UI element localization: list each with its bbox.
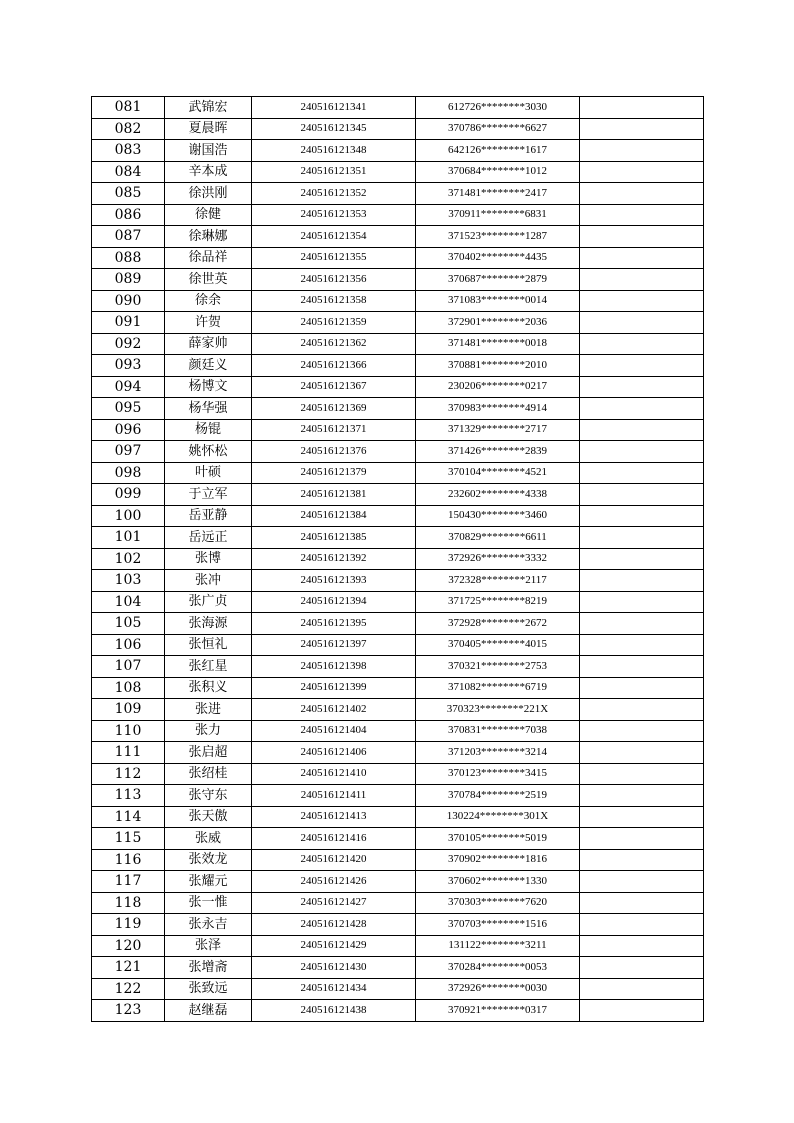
- candidate-name: 张冲: [165, 570, 252, 592]
- candidate-name: 张泽: [165, 935, 252, 957]
- exam-number: 240516121354: [252, 226, 416, 248]
- candidate-name: 张天傲: [165, 806, 252, 828]
- table-row: [92, 699, 704, 721]
- exam-number: 240516121426: [252, 871, 416, 893]
- table-row: [92, 935, 704, 957]
- remarks-cell: [580, 204, 704, 226]
- id-number: 372926********3332: [416, 548, 580, 570]
- row-number: 093: [92, 355, 165, 377]
- id-number: 371725********8219: [416, 591, 580, 613]
- id-number: 370303********7620: [416, 892, 580, 914]
- exam-number: 240516121351: [252, 161, 416, 183]
- remarks-cell: [580, 570, 704, 592]
- table-row: [92, 247, 704, 269]
- candidate-name: 张红星: [165, 656, 252, 678]
- remarks-cell: [580, 828, 704, 850]
- table-row: [92, 398, 704, 420]
- row-number: 084: [92, 161, 165, 183]
- id-number: 372328********2117: [416, 570, 580, 592]
- candidate-name: 杨锟: [165, 419, 252, 441]
- remarks-cell: [580, 978, 704, 1000]
- id-number: 642126********1617: [416, 140, 580, 162]
- exam-number: 240516121434: [252, 978, 416, 1000]
- remarks-cell: [580, 742, 704, 764]
- row-number: 094: [92, 376, 165, 398]
- id-number: 150430********3460: [416, 505, 580, 527]
- row-number: 108: [92, 677, 165, 699]
- remarks-cell: [580, 419, 704, 441]
- candidate-name: 夏晨晖: [165, 118, 252, 140]
- roster-table: [91, 96, 704, 1022]
- row-number: 107: [92, 656, 165, 678]
- exam-number: 240516121353: [252, 204, 416, 226]
- candidate-name: 张积义: [165, 677, 252, 699]
- row-number: 088: [92, 247, 165, 269]
- remarks-cell: [580, 312, 704, 334]
- exam-number: 240516121381: [252, 484, 416, 506]
- candidate-name: 张增斋: [165, 957, 252, 979]
- row-number: 118: [92, 892, 165, 914]
- row-number: 099: [92, 484, 165, 506]
- remarks-cell: [580, 527, 704, 549]
- remarks-cell: [580, 892, 704, 914]
- candidate-name: 张广贞: [165, 591, 252, 613]
- table-row: [92, 892, 704, 914]
- remarks-cell: [580, 634, 704, 656]
- remarks-cell: [580, 849, 704, 871]
- table-row: [92, 312, 704, 334]
- id-number: 230206********0217: [416, 376, 580, 398]
- remarks-cell: [580, 140, 704, 162]
- row-number: 086: [92, 204, 165, 226]
- table-row: [92, 720, 704, 742]
- id-number: 371481********2417: [416, 183, 580, 205]
- remarks-cell: [580, 656, 704, 678]
- remarks-cell: [580, 398, 704, 420]
- candidate-name: 岳亚静: [165, 505, 252, 527]
- remarks-cell: [580, 957, 704, 979]
- row-number: 089: [92, 269, 165, 291]
- row-number: 104: [92, 591, 165, 613]
- id-number: 370911********6831: [416, 204, 580, 226]
- remarks-cell: [580, 333, 704, 355]
- exam-number: 240516121393: [252, 570, 416, 592]
- row-number: 098: [92, 462, 165, 484]
- remarks-cell: [580, 591, 704, 613]
- id-number: 370323********221X: [416, 699, 580, 721]
- remarks-cell: [580, 290, 704, 312]
- candidate-name: 赵继磊: [165, 1000, 252, 1022]
- id-number: 371481********0018: [416, 333, 580, 355]
- id-number: 370829********6611: [416, 527, 580, 549]
- exam-number: 240516121359: [252, 312, 416, 334]
- exam-number: 240516121394: [252, 591, 416, 613]
- candidate-name: 于立军: [165, 484, 252, 506]
- id-number: 131122********3211: [416, 935, 580, 957]
- table-row: [92, 140, 704, 162]
- exam-number: 240516121420: [252, 849, 416, 871]
- row-number: 114: [92, 806, 165, 828]
- row-number: 097: [92, 441, 165, 463]
- candidate-name: 颜廷义: [165, 355, 252, 377]
- row-number: 109: [92, 699, 165, 721]
- remarks-cell: [580, 183, 704, 205]
- table-row: [92, 183, 704, 205]
- exam-number: 240516121398: [252, 656, 416, 678]
- exam-number: 240516121355: [252, 247, 416, 269]
- table-row: [92, 118, 704, 140]
- table-row: [92, 570, 704, 592]
- id-number: 232602********4338: [416, 484, 580, 506]
- exam-number: 240516121429: [252, 935, 416, 957]
- row-number: 101: [92, 527, 165, 549]
- row-number: 083: [92, 140, 165, 162]
- candidate-name: 徐世英: [165, 269, 252, 291]
- candidate-name: 许贺: [165, 312, 252, 334]
- exam-number: 240516121406: [252, 742, 416, 764]
- exam-number: 240516121395: [252, 613, 416, 635]
- id-number: 370402********4435: [416, 247, 580, 269]
- row-number: 102: [92, 548, 165, 570]
- candidate-name: 薛家帅: [165, 333, 252, 355]
- exam-number: 240516121416: [252, 828, 416, 850]
- id-number: 370321********2753: [416, 656, 580, 678]
- candidate-name: 武锦宏: [165, 97, 252, 119]
- exam-number: 240516121379: [252, 462, 416, 484]
- remarks-cell: [580, 914, 704, 936]
- candidate-name: 谢国浩: [165, 140, 252, 162]
- id-number: 370703********1516: [416, 914, 580, 936]
- remarks-cell: [580, 785, 704, 807]
- table-row: [92, 204, 704, 226]
- candidate-name: 徐品祥: [165, 247, 252, 269]
- id-number: 370104********4521: [416, 462, 580, 484]
- id-number: 370602********1330: [416, 871, 580, 893]
- id-number: 371523********1287: [416, 226, 580, 248]
- remarks-cell: [580, 1000, 704, 1022]
- id-number: 370784********2519: [416, 785, 580, 807]
- exam-number: 240516121397: [252, 634, 416, 656]
- exam-number: 240516121402: [252, 699, 416, 721]
- row-number: 123: [92, 1000, 165, 1022]
- roster-table-body: [92, 97, 704, 1022]
- remarks-cell: [580, 505, 704, 527]
- row-number: 100: [92, 505, 165, 527]
- exam-number: 240516121369: [252, 398, 416, 420]
- remarks-cell: [580, 613, 704, 635]
- id-number: 370284********0053: [416, 957, 580, 979]
- row-number: 105: [92, 613, 165, 635]
- table-row: [92, 527, 704, 549]
- id-number: 370983********4914: [416, 398, 580, 420]
- remarks-cell: [580, 720, 704, 742]
- id-number: 370786********6627: [416, 118, 580, 140]
- row-number: 087: [92, 226, 165, 248]
- remarks-cell: [580, 548, 704, 570]
- table-row: [92, 677, 704, 699]
- table-row: [92, 742, 704, 764]
- remarks-cell: [580, 226, 704, 248]
- table-row: [92, 484, 704, 506]
- candidate-name: 徐余: [165, 290, 252, 312]
- table-row: [92, 441, 704, 463]
- exam-number: 240516121341: [252, 97, 416, 119]
- remarks-cell: [580, 97, 704, 119]
- row-number: 085: [92, 183, 165, 205]
- table-row: [92, 806, 704, 828]
- exam-number: 240516121384: [252, 505, 416, 527]
- id-number: 372901********2036: [416, 312, 580, 334]
- row-number: 090: [92, 290, 165, 312]
- id-number: 370687********2879: [416, 269, 580, 291]
- exam-number: 240516121430: [252, 957, 416, 979]
- row-number: 122: [92, 978, 165, 1000]
- row-number: 112: [92, 763, 165, 785]
- exam-number: 240516121362: [252, 333, 416, 355]
- table-row: [92, 548, 704, 570]
- table-row: [92, 161, 704, 183]
- row-number: 106: [92, 634, 165, 656]
- exam-number: 240516121358: [252, 290, 416, 312]
- candidate-name: 张效龙: [165, 849, 252, 871]
- row-number: 092: [92, 333, 165, 355]
- remarks-cell: [580, 699, 704, 721]
- exam-number: 240516121410: [252, 763, 416, 785]
- id-number: 371426********2839: [416, 441, 580, 463]
- table-row: [92, 505, 704, 527]
- row-number: 091: [92, 312, 165, 334]
- row-number: 115: [92, 828, 165, 850]
- table-row: [92, 656, 704, 678]
- candidate-name: 张致远: [165, 978, 252, 1000]
- exam-number: 240516121413: [252, 806, 416, 828]
- remarks-cell: [580, 161, 704, 183]
- table-row: [92, 849, 704, 871]
- candidate-name: 张一惟: [165, 892, 252, 914]
- id-number: 372926********0030: [416, 978, 580, 1000]
- row-number: 116: [92, 849, 165, 871]
- candidate-name: 张永吉: [165, 914, 252, 936]
- id-number: 371203********3214: [416, 742, 580, 764]
- id-number: 370902********1816: [416, 849, 580, 871]
- candidate-name: 张威: [165, 828, 252, 850]
- candidate-name: 姚怀松: [165, 441, 252, 463]
- exam-number: 240516121392: [252, 548, 416, 570]
- exam-number: 240516121345: [252, 118, 416, 140]
- remarks-cell: [580, 118, 704, 140]
- candidate-name: 张进: [165, 699, 252, 721]
- candidate-name: 张绍桂: [165, 763, 252, 785]
- row-number: 117: [92, 871, 165, 893]
- table-row: [92, 978, 704, 1000]
- remarks-cell: [580, 355, 704, 377]
- row-number: 120: [92, 935, 165, 957]
- id-number: 370684********1012: [416, 161, 580, 183]
- remarks-cell: [580, 484, 704, 506]
- exam-number: 240516121376: [252, 441, 416, 463]
- candidate-name: 张耀元: [165, 871, 252, 893]
- exam-number: 240516121427: [252, 892, 416, 914]
- table-row: [92, 269, 704, 291]
- id-number: 130224********301X: [416, 806, 580, 828]
- table-row: [92, 97, 704, 119]
- candidate-name: 杨博文: [165, 376, 252, 398]
- remarks-cell: [580, 935, 704, 957]
- candidate-name: 张守东: [165, 785, 252, 807]
- table-row: [92, 613, 704, 635]
- table-row: [92, 634, 704, 656]
- exam-number: 240516121411: [252, 785, 416, 807]
- candidate-name: 张博: [165, 548, 252, 570]
- row-number: 119: [92, 914, 165, 936]
- remarks-cell: [580, 376, 704, 398]
- table-row: [92, 226, 704, 248]
- row-number: 096: [92, 419, 165, 441]
- remarks-cell: [580, 871, 704, 893]
- id-number: 371083********0014: [416, 290, 580, 312]
- table-row: [92, 376, 704, 398]
- exam-number: 240516121385: [252, 527, 416, 549]
- remarks-cell: [580, 677, 704, 699]
- table-row: [92, 957, 704, 979]
- row-number: 121: [92, 957, 165, 979]
- remarks-cell: [580, 247, 704, 269]
- exam-number: 240516121352: [252, 183, 416, 205]
- table-row: [92, 355, 704, 377]
- candidate-name: 徐琳娜: [165, 226, 252, 248]
- exam-number: 240516121366: [252, 355, 416, 377]
- table-row: [92, 785, 704, 807]
- row-number: 113: [92, 785, 165, 807]
- row-number: 103: [92, 570, 165, 592]
- candidate-name: 张恒礼: [165, 634, 252, 656]
- candidate-name: 张启超: [165, 742, 252, 764]
- row-number: 095: [92, 398, 165, 420]
- table-row: [92, 828, 704, 850]
- exam-number: 240516121438: [252, 1000, 416, 1022]
- exam-number: 240516121371: [252, 419, 416, 441]
- exam-number: 240516121356: [252, 269, 416, 291]
- row-number: 082: [92, 118, 165, 140]
- candidate-name: 杨华强: [165, 398, 252, 420]
- row-number: 081: [92, 97, 165, 119]
- remarks-cell: [580, 462, 704, 484]
- id-number: 372928********2672: [416, 613, 580, 635]
- table-row: [92, 763, 704, 785]
- candidate-name: 徐健: [165, 204, 252, 226]
- remarks-cell: [580, 763, 704, 785]
- exam-number: 240516121399: [252, 677, 416, 699]
- table-row: [92, 290, 704, 312]
- exam-number: 240516121348: [252, 140, 416, 162]
- table-row: [92, 1000, 704, 1022]
- exam-number: 240516121367: [252, 376, 416, 398]
- id-number: 370881********2010: [416, 355, 580, 377]
- row-number: 111: [92, 742, 165, 764]
- candidate-name: 岳远正: [165, 527, 252, 549]
- id-number: 370831********7038: [416, 720, 580, 742]
- remarks-cell: [580, 806, 704, 828]
- candidate-name: 叶硕: [165, 462, 252, 484]
- table-row: [92, 871, 704, 893]
- remarks-cell: [580, 269, 704, 291]
- candidate-name: 辛本成: [165, 161, 252, 183]
- id-number: 371082********6719: [416, 677, 580, 699]
- table-row: [92, 333, 704, 355]
- id-number: 370105********5019: [416, 828, 580, 850]
- id-number: 370123********3415: [416, 763, 580, 785]
- candidate-name: 张海源: [165, 613, 252, 635]
- table-row: [92, 419, 704, 441]
- remarks-cell: [580, 441, 704, 463]
- exam-number: 240516121428: [252, 914, 416, 936]
- table-row: [92, 462, 704, 484]
- id-number: 370921********0317: [416, 1000, 580, 1022]
- exam-number: 240516121404: [252, 720, 416, 742]
- table-row: [92, 914, 704, 936]
- candidate-name: 徐洪刚: [165, 183, 252, 205]
- id-number: 371329********2717: [416, 419, 580, 441]
- id-number: 612726********3030: [416, 97, 580, 119]
- table-row: [92, 591, 704, 613]
- candidate-name: 张力: [165, 720, 252, 742]
- id-number: 370405********4015: [416, 634, 580, 656]
- row-number: 110: [92, 720, 165, 742]
